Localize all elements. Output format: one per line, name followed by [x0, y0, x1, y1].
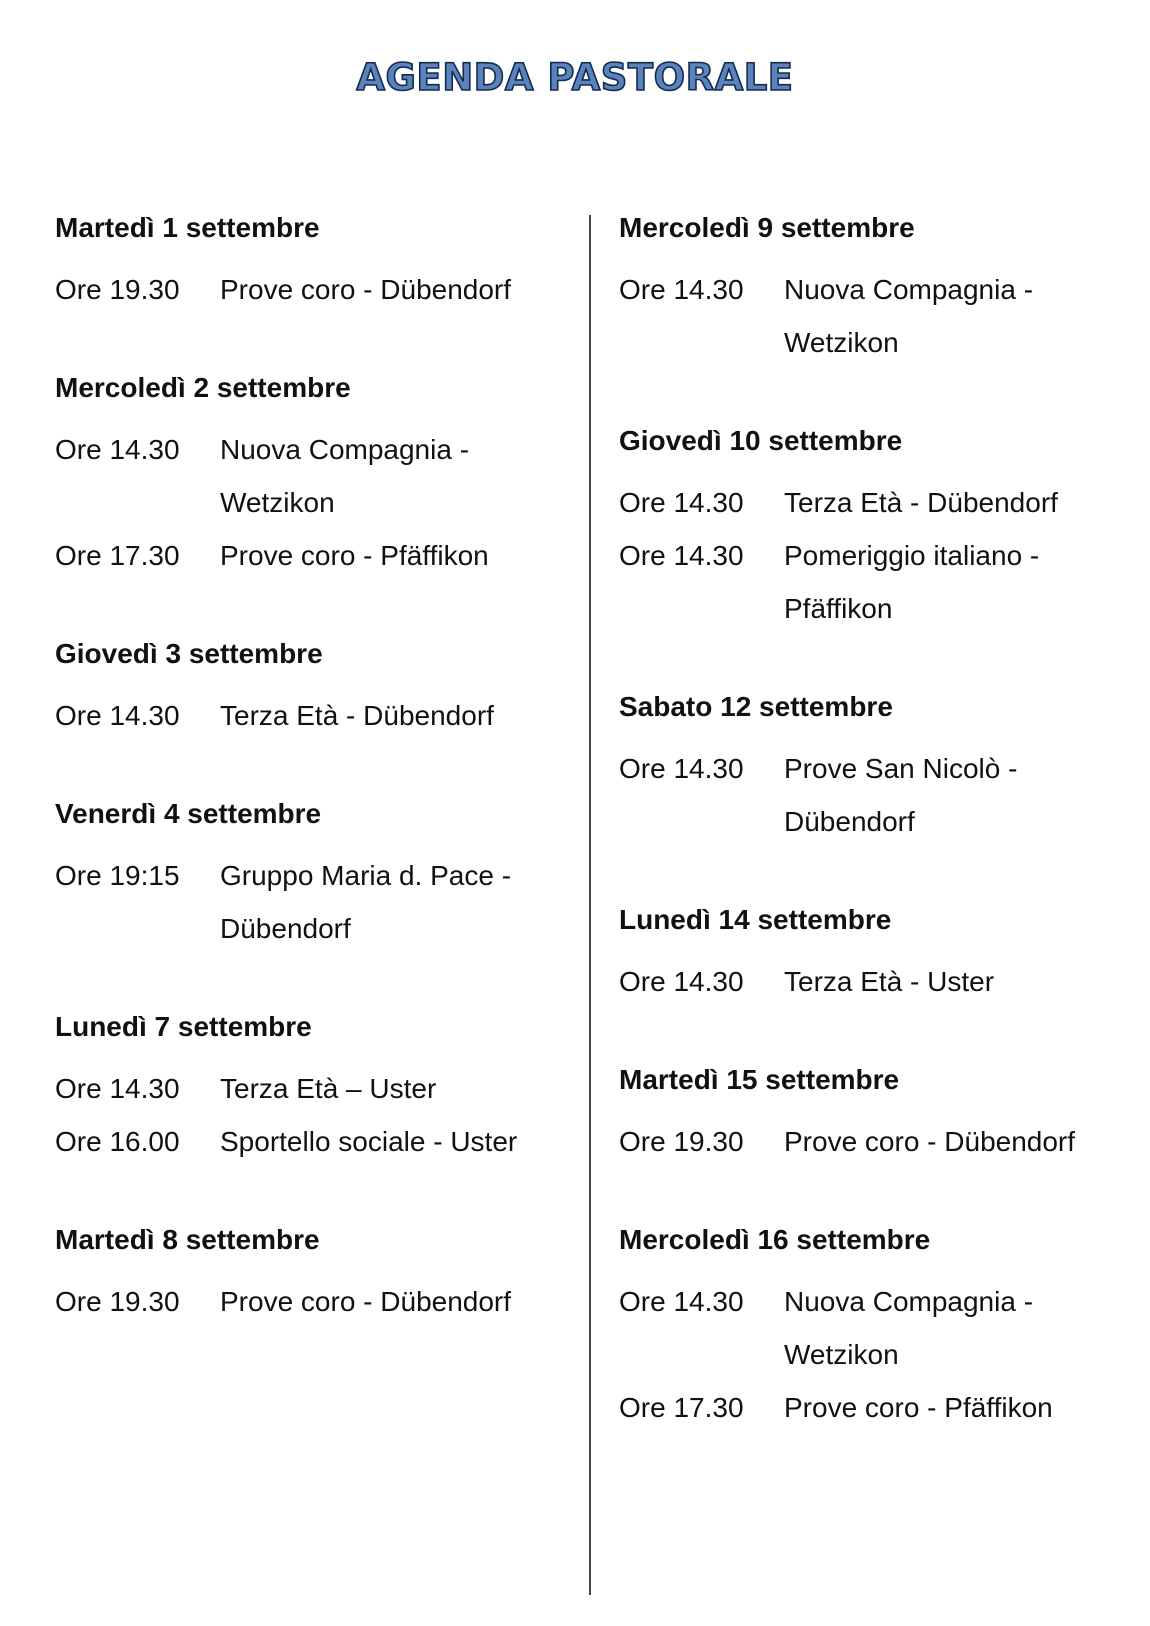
- event-description: [220, 529, 489, 582]
- event-description: [220, 1062, 436, 1115]
- event-description: [784, 955, 994, 1008]
- event-description-line: Pfäffikon: [784, 593, 893, 624]
- event-time: Ore 14.30: [55, 434, 180, 465]
- agenda-event: [619, 1115, 1139, 1168]
- right-column: [619, 210, 1139, 1434]
- event-description-line: Prove coro - Dübendorf: [220, 1286, 512, 1317]
- event-description: [784, 476, 1058, 529]
- event-description: [220, 423, 469, 529]
- event-description-line: Prove coro - Pfäffikon: [784, 1392, 1053, 1423]
- agenda-event: [55, 529, 565, 582]
- event-time: Ore 16.00: [55, 1126, 180, 1157]
- day-heading: Mercoledì 16 settembre: [619, 1224, 931, 1255]
- day-heading: Lunedì 7 settembre: [55, 1011, 312, 1042]
- event-time: Ore 19.30: [55, 274, 180, 305]
- day-heading: Lunedì 14 settembre: [619, 904, 892, 935]
- event-time: Ore 14.30: [55, 700, 180, 731]
- agenda-day: [619, 689, 1139, 848]
- day-heading: Mercoledì 9 settembre: [619, 212, 915, 243]
- event-time: Ore 17.30: [619, 1392, 744, 1423]
- event-time: Ore 14.30: [619, 966, 744, 997]
- agenda-event: [619, 476, 1139, 529]
- agenda-day: [619, 210, 1139, 369]
- agenda-event: [619, 1381, 1139, 1434]
- agenda-day: [55, 1009, 565, 1168]
- agenda-day: [619, 1222, 1139, 1434]
- agenda-event: [55, 1275, 565, 1328]
- event-description-line: Terza Età - Dübendorf: [220, 700, 494, 731]
- event-description-line: Terza Età - Dübendorf: [784, 487, 1058, 518]
- event-time: Ore 17.30: [55, 540, 180, 571]
- agenda-event: [55, 423, 565, 529]
- event-description: [220, 263, 511, 316]
- event-time: Ore 14.30: [619, 274, 744, 305]
- event-time: Ore 14.30: [619, 1286, 744, 1317]
- event-description: [220, 1115, 517, 1168]
- day-heading: Mercoledì 2 settembre: [55, 372, 351, 403]
- agenda-day: [619, 902, 1139, 1008]
- day-heading: Venerdì 4 settembre: [55, 798, 322, 829]
- event-description-line: Pomeriggio italiano -: [784, 540, 1040, 571]
- event-time: Ore 14.30: [619, 753, 744, 784]
- event-description-line: Prove coro - Pfäffikon: [220, 540, 489, 571]
- agenda-event: [55, 263, 565, 316]
- event-time: Ore 19:15: [55, 860, 180, 891]
- event-description-line: Wetzikon: [220, 487, 335, 518]
- agenda-event: [619, 955, 1139, 1008]
- event-description-line: Prove San Nicolò -: [784, 753, 1018, 784]
- agenda-event: [55, 1115, 565, 1168]
- event-description-line: Nuova Compagnia -: [220, 434, 470, 465]
- page-title: AGENDA PASTORALE: [356, 56, 794, 99]
- event-description: [784, 1381, 1053, 1434]
- event-description-line: Nuova Compagnia -: [784, 1286, 1034, 1317]
- day-heading: Giovedì 10 settembre: [619, 425, 903, 456]
- event-description: [220, 849, 511, 955]
- day-heading: Giovedì 3 settembre: [55, 638, 323, 669]
- event-time: Ore 19.30: [55, 1286, 180, 1317]
- agenda-day: [619, 423, 1139, 635]
- event-description-line: Wetzikon: [784, 1339, 899, 1370]
- event-description-line: Gruppo Maria d. Pace -: [220, 860, 512, 891]
- agenda-event: [55, 849, 565, 955]
- event-time: Ore 19.30: [619, 1126, 744, 1157]
- event-description-line: Terza Età – Uster: [220, 1073, 437, 1104]
- event-description-line: Prove coro - Dübendorf: [220, 274, 512, 305]
- event-time: Ore 14.30: [619, 487, 744, 518]
- left-column: [55, 210, 565, 1328]
- event-time: Ore 14.30: [619, 540, 744, 571]
- column-divider: [589, 215, 591, 1595]
- event-description: [220, 689, 494, 742]
- event-time: Ore 14.30: [55, 1073, 180, 1104]
- day-heading: Martedì 15 settembre: [619, 1064, 900, 1095]
- agenda-day: [55, 370, 565, 582]
- event-description-line: Sportello sociale - Uster: [220, 1126, 518, 1157]
- event-description: [784, 742, 1017, 848]
- event-description: [784, 263, 1033, 369]
- day-heading: Martedì 8 settembre: [55, 1224, 320, 1255]
- day-heading: Martedì 1 settembre: [55, 212, 320, 243]
- event-description: [784, 529, 1039, 635]
- agenda-day: [619, 1062, 1139, 1168]
- agenda-day: [55, 636, 565, 742]
- event-description-line: Wetzikon: [784, 327, 899, 358]
- event-description-line: Dübendorf: [220, 913, 351, 944]
- agenda-day: [55, 210, 565, 316]
- event-description: [220, 1275, 511, 1328]
- agenda-event: [619, 742, 1139, 848]
- agenda-event: [619, 263, 1139, 369]
- event-description-line: Prove coro - Dübendorf: [784, 1126, 1076, 1157]
- agenda-event: [55, 1062, 565, 1115]
- event-description-line: Nuova Compagnia -: [784, 274, 1034, 305]
- agenda-event: [619, 529, 1139, 635]
- event-description: [784, 1275, 1033, 1381]
- event-description-line: Terza Età - Uster: [784, 966, 995, 997]
- agenda-day: [55, 796, 565, 955]
- agenda-day: [55, 1222, 565, 1328]
- day-heading: Sabato 12 settembre: [619, 691, 893, 722]
- event-description: [784, 1115, 1075, 1168]
- agenda-event: [619, 1275, 1139, 1381]
- agenda-event: [55, 689, 565, 742]
- event-description-line: Dübendorf: [784, 806, 915, 837]
